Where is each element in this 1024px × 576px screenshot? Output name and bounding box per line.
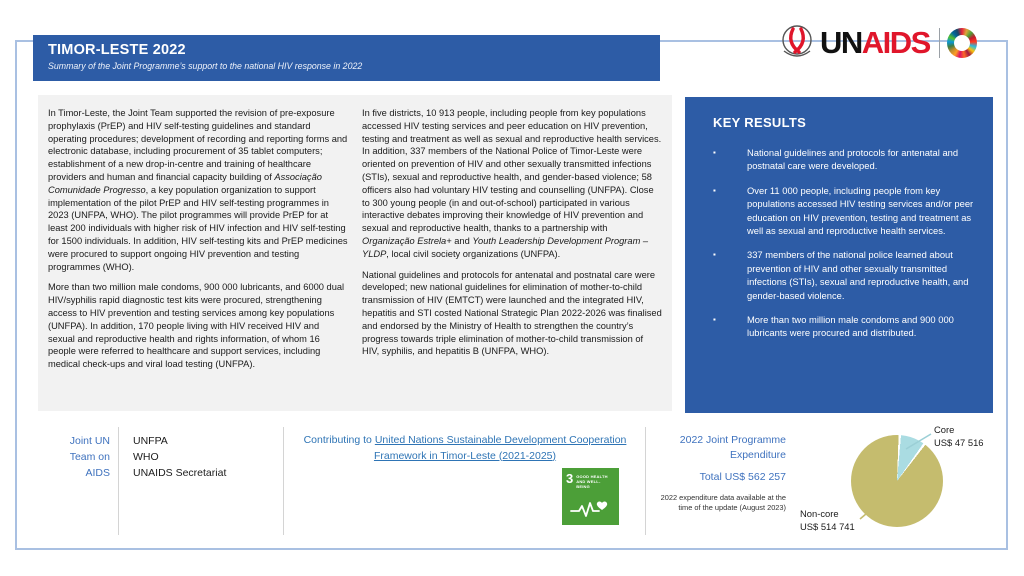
text-column-2 [362,107,662,399]
agency-unaids-secretariat: UNAIDS Secretariat [133,467,227,479]
key-results-list [713,146,977,340]
logo-aids-text: AIDS [861,25,930,60]
key-results-title: KEY RESULTS [713,115,807,130]
key-result-item: ▪ Over 11 000 people, including people from key populations accessed HIV testing services and/or peer education on HIV prevention, testing and treatment as well as sexual and reproductive health services. [713,184,977,238]
agency-unfpa: UNFPA [133,435,168,447]
paragraph-3: In five districts, 10 913 people, including people from key populations accessed HIV testing services and peer education on HIV prevention, testing and treatment as well as sexual and reproductive health services. In addition, 337 members of the National Police of Timor-Leste were oriented on prevention of HIV and other sexually transmitted infections (STIs), sexual and reproductive health, and gender-based violence; 58 officers also had voluntary HIV testing and counselling (UNFPA). Close to 300 young people (in and out-of-school) participated in various interactive debates improving their knowledge of HIV prevention and sexual and reproductive health, thanks to a partnership with Organização Estrela+ and Youth Leadership Development Program – YLDP, local civil society organizations (UNFPA). [362,108,662,259]
paragraph-1: In Timor-Leste, the Joint Team supported the revision of pre-exposure prophylaxis (PrEP) and HIV self-testing guidelines and standard operating procedures; development of recording and reporting forms and electronic database, including procurement of 35 tablet computers; establishment of a new drop-in-centre and training of healthcare providers and human and financial capacity building of Associação Comunidade Progresso, a key population organization to support implementation of the pilot PrEP and HIV self-testing programmes in 2023 (UNFPA, WHO). The pilot programmes will provide PrEP for at least 200 individuals with higher risk of HIV infection and HIV self-testing for 1500 individuals. In addition, HIV self-testing kits and PrEP medicines were procured to support ongoing HIV prevention and testing programmes (WHO). [48,108,348,272]
sdg3-number: 3 [566,471,574,486]
key-result-item: ▪ More than two million male condoms and 900 000 lubricants were procured and distributed. [713,313,977,340]
joint-team-label: Joint UN Team on AIDS [69,435,110,479]
expenditure-title: 2022 Joint Programme Expenditure [679,434,786,461]
key-result-item: ▪ National guidelines and protocols for antenatal and postnatal care were developed. [713,146,977,173]
heartbeat-icon [569,497,613,521]
footer-divider-3 [645,427,646,535]
agency-list [133,433,226,481]
sdg-wheel-icon [947,28,977,58]
contributing-statement [295,433,635,464]
paragraph-2: More than two million male condoms, 900 000 lubricants, and 6000 dual HIV/syphilis rapid diagnostic test kits were procured, strengthening access to HIV prevention and testing services among key populations (UNFPA). In addition, 170 people living with HIV received HIV and sexual and reproductive health and rights information, of whom 16 people were referred to healthcare and support services, including medical check-ups and viral load testing (UNFPA). [48,282,345,370]
footer-divider-1 [118,427,119,535]
pie-label-core: Core US$ 47 516 [934,424,984,448]
summary-text-panel [38,95,672,411]
pie-label-noncore: Non-core US$ 514 741 [800,508,855,532]
logo-separator [939,28,941,58]
key-result-item: ▪ 337 members of the national police learned about prevention of HIV and other sexually transmitted infections (STIs), sexual and reproductive health, and gender-based violence. [713,248,977,302]
logo-un-text: UN [820,25,862,60]
page-subtitle: Summary of the Joint Programme’s support to the national HIV response in 2022 [48,61,363,71]
expenditure-total: Total US$ 562 257 [699,471,786,483]
expenditure-pie-chart [800,420,1015,548]
contributing-prefix: Contributing to [303,434,375,446]
expenditure-note: 2022 expenditure data available at the time of the update (August 2023) [660,493,786,512]
header-bar [33,35,660,81]
un-emblem-ribbon-icon [778,21,816,66]
sdg3-goal-icon [562,468,619,525]
sdg3-label: GOOD HEALTH AND WELL-BEING [576,474,608,489]
footer-divider-2 [283,427,284,535]
cooperation-framework-link[interactable]: United Nations Sustainable Development Cooperation Framework in Timor-Leste (2021-2025) [373,434,627,462]
agency-who: WHO [133,451,159,463]
key-results-panel [685,97,993,413]
page-title: TIMOR-LESTE 2022 [48,42,186,58]
expenditure-summary [650,433,786,512]
text-column-1 [48,107,348,399]
unaids-logo [778,20,977,66]
paragraph-4: National guidelines and protocols for antenatal and postnatal care were developed; new national guidelines for elimination of mother-to-child transmission of HIV (EMTCT) were launched and the integrated HIV, hepatitis and STI costed National Strategic Plan 2022-2026 was finalised and endorsed by the Ministry of Health to strengthen the country’s progress towards triple elimination of mother-to-child transmission of HIV, syphilis, and hepatitis B (UNFPA, WHO). [362,269,662,357]
